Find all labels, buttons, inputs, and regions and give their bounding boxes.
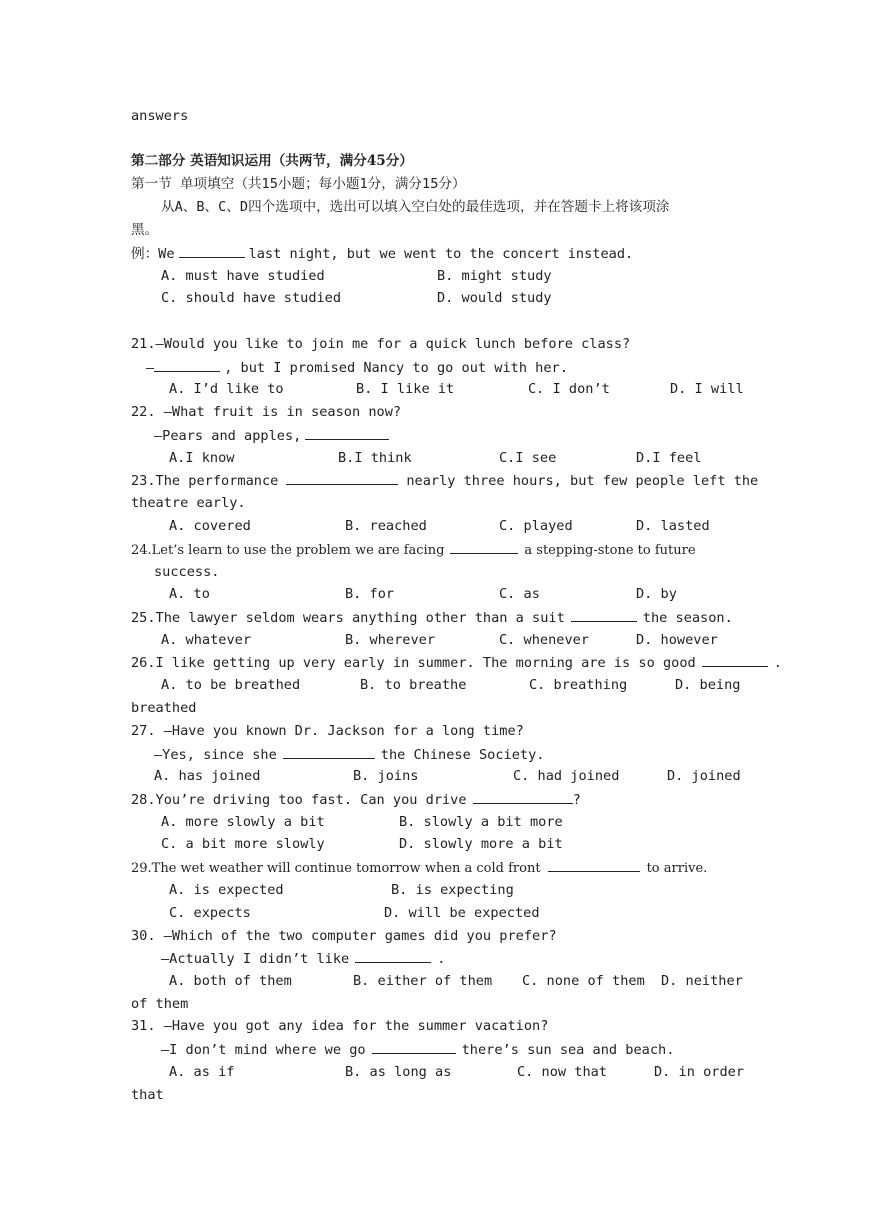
q21-option-d: D. I will (670, 381, 744, 397)
q31-line2-b: there’s sun sea and beach. (461, 1042, 675, 1058)
answer-blank (571, 608, 637, 622)
q23-option-c: C. played (499, 518, 573, 534)
answer-blank (179, 244, 245, 258)
q24-stem-b: a stepping-stone to future (524, 543, 696, 558)
q25-stem (131, 608, 733, 627)
q31-option-d-wrap: that (131, 1087, 164, 1103)
q30-option-a: A. both of them (169, 973, 292, 989)
q28-option-c: C. a bit more slowly (161, 836, 325, 852)
q23-stem-a: 23.The performance (131, 473, 279, 489)
q24-option-d: D. by (636, 586, 677, 602)
q27-option-a: A. has joined (154, 768, 261, 784)
q22-line2-text: —Pears and apples, (154, 428, 302, 444)
answer-blank (450, 540, 518, 554)
q29-option-d: D. will be expected (384, 905, 540, 921)
q22-line2 (154, 426, 393, 445)
q22-option-c: C.I see (499, 450, 557, 466)
q28-option-b: B. slowly a bit more (399, 814, 563, 830)
q23-stem (131, 471, 758, 490)
q31-option-b: B. as long as (345, 1064, 452, 1080)
q28-stem (131, 790, 581, 809)
q26-stem-a: 26.I like getting up very early in summer. The morning are is so good (131, 655, 696, 671)
q29-option-a: A. is expected (169, 882, 284, 898)
page-header: answers (131, 108, 189, 124)
example-suffix: last night, but we went to the concert instead. (248, 246, 634, 262)
q24-option-c: C. as (499, 586, 540, 602)
q31-option-d: D. in order (654, 1064, 745, 1080)
q26-option-a: A. to be breathed (161, 677, 301, 693)
q27-line2-b: the Chinese Society. (380, 747, 545, 763)
q21-option-b: B. I like it (356, 381, 455, 397)
q21-line2-text: , but I promised Nancy to go out with her. (224, 360, 568, 376)
subsection-title: 第一节 单项填空（共15小题；每小题1分，满分15分） (131, 176, 466, 192)
q27-option-d: D. joined (667, 768, 741, 784)
q28-option-a: A. more slowly a bit (161, 814, 325, 830)
q25-option-b: B. wherever (345, 632, 436, 648)
q30-line2-b: . (437, 951, 446, 967)
q26-option-d-wrap: breathed (131, 700, 197, 716)
q30-option-d-wrap: of them (131, 996, 189, 1012)
q24-stem (131, 540, 696, 560)
q27-line2 (154, 745, 544, 764)
q27-option-b: B. joins (353, 768, 419, 784)
q26-option-c: C. breathing (529, 677, 628, 693)
example-option-c: C. should have studied (161, 290, 342, 306)
q23-option-d: D. lasted (636, 518, 710, 534)
q26-option-b: B. to breathe (360, 677, 467, 693)
q28-stem-a: 28.You’re driving too fast. Can you drive (131, 792, 467, 808)
q21-line2 (146, 358, 568, 377)
q23-stem-b: nearly three hours, but few people left the (406, 473, 759, 489)
q30-stem: 30. —Which of the two computer games did you prefer? (131, 928, 557, 944)
q30-option-c: C. none of them (522, 973, 645, 989)
q23-line2: theatre early. (131, 495, 246, 511)
q27-line2-a: —Yes, since she (154, 747, 277, 763)
answer-blank (372, 1040, 456, 1054)
q29-option-b: B. is expecting (391, 882, 514, 898)
q21-option-c: C. I don’t (528, 381, 610, 397)
q26-stem-b: . (773, 655, 782, 671)
example-option-d: D. would study (437, 290, 552, 306)
q30-line2 (161, 949, 445, 968)
q27-option-c: C. had joined (513, 768, 620, 784)
q28-stem-b: ? (572, 792, 581, 808)
answer-blank (305, 426, 389, 440)
q22-option-d: D.I feel (636, 450, 702, 466)
q31-stem: 31. —Have you got any idea for the summer vacation? (131, 1018, 549, 1034)
q26-option-d: D. being (675, 677, 741, 693)
q27-stem: 27. —Have you known Dr. Jackson for a long time? (131, 723, 524, 739)
q25-stem-b: the season. (642, 610, 733, 626)
q24-option-a: A. to (169, 586, 210, 602)
answer-blank (702, 653, 768, 667)
q31-option-a: A. as if (169, 1064, 235, 1080)
q30-option-d: D. neither (661, 973, 743, 989)
q25-stem-a: 25.The lawyer seldom wears anything other than a suit (131, 610, 565, 626)
answer-blank (355, 949, 431, 963)
q31-line2-a: —I don’t mind where we go (161, 1042, 366, 1058)
q29-stem-a: 29.The wet weather will continue tomorrow when a cold front (131, 861, 541, 876)
answer-blank (473, 790, 573, 804)
q29-stem (131, 858, 707, 878)
section-title: 第二部分 英语知识运用（共两节，满分45分） (131, 153, 413, 169)
q24-stem-a: 24.Let’s learn to use the problem we are facing (131, 543, 445, 558)
answer-blank (548, 858, 640, 872)
q22-option-b: B.I think (338, 450, 412, 466)
q31-line2 (161, 1040, 674, 1059)
q22-stem: 22. —What fruit is in season now? (131, 404, 402, 420)
example-prefix: 例：We (131, 246, 175, 262)
q23-option-a: A. covered (169, 518, 251, 534)
q28-option-d: D. slowly more a bit (399, 836, 563, 852)
q29-stem-b: to arrive. (646, 861, 708, 876)
q29-option-c: C. expects (169, 905, 251, 921)
q25-option-c: C. whenever (499, 632, 590, 648)
q24-option-b: B. for (345, 586, 395, 602)
answer-blank (283, 745, 375, 759)
q21-option-a: A. I’d like to (169, 381, 284, 397)
q21-stem: 21.—Would you like to join me for a quick lunch before class? (131, 336, 631, 352)
example-option-b: B. might study (437, 268, 552, 284)
q25-option-a: A. whatever (161, 632, 252, 648)
example-option-a: A. must have studied (161, 268, 325, 284)
q21-line2-dash: — (146, 360, 155, 376)
answer-blank (286, 471, 398, 485)
instruction-line-1: 从A、B、C、D四个选项中，选出可以填入空白处的最佳选项，并在答题卡上将该项涂 (161, 199, 670, 215)
q23-option-b: B. reached (345, 518, 427, 534)
instruction-line-2: 黑。 (131, 222, 159, 238)
q30-line2-a: —Actually I didn’t like (161, 951, 350, 967)
q22-option-a: A.I know (169, 450, 235, 466)
q25-option-d: D. however (636, 632, 718, 648)
example-stem (131, 244, 633, 263)
answer-blank (154, 358, 220, 372)
q31-option-c: C. now that (517, 1064, 608, 1080)
q26-stem (131, 653, 782, 672)
q24-line2: success. (154, 564, 220, 580)
q30-option-b: B. either of them (353, 973, 493, 989)
